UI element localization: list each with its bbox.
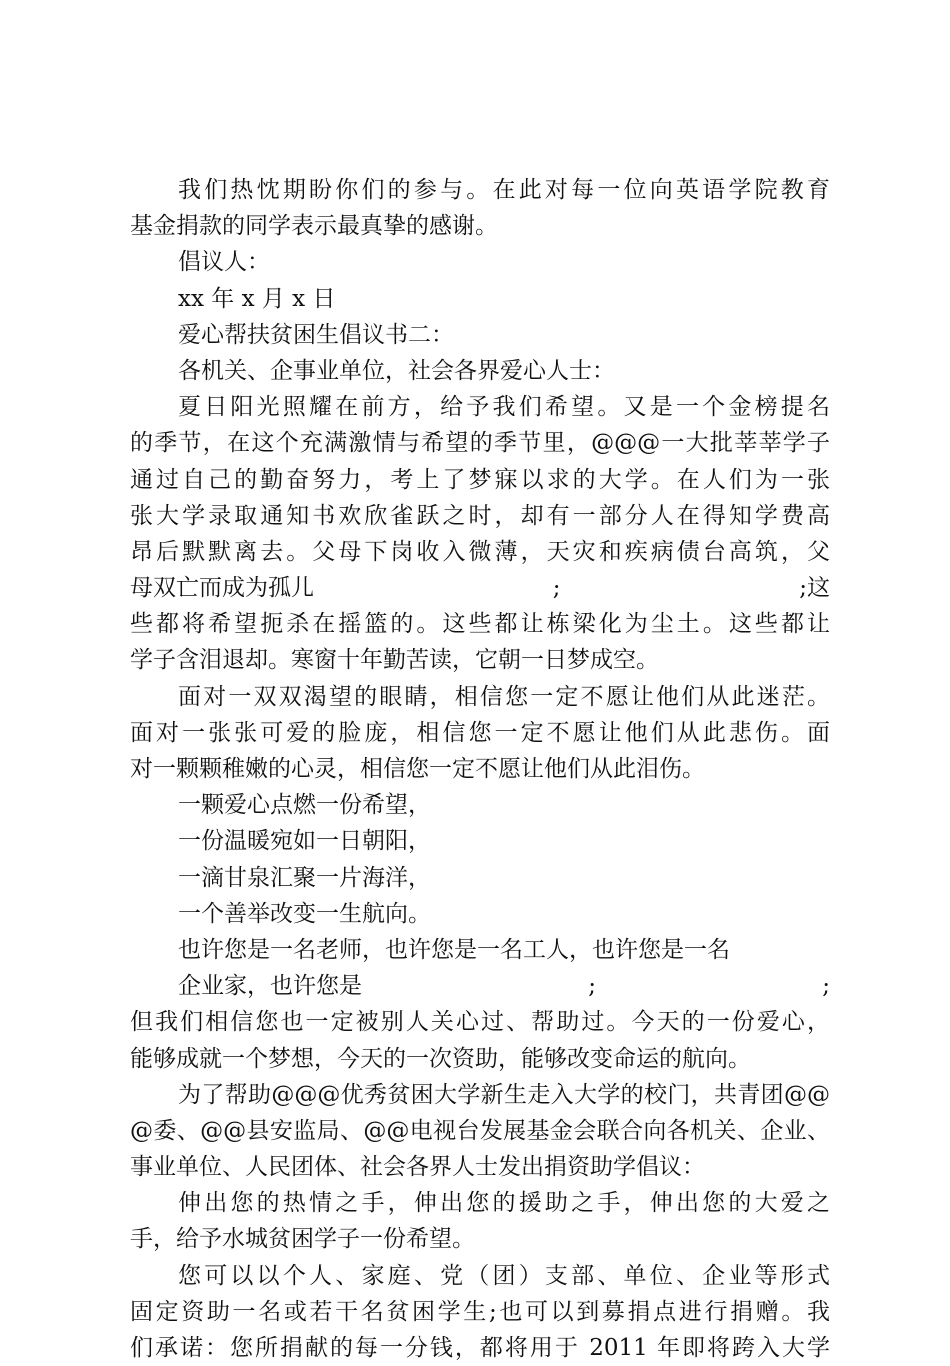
text-line: 伸出您的热情之手，伸出您的援助之手，伸出您的大爱之 — [178, 1190, 830, 1217]
text-segment: ; — [552, 575, 561, 602]
text-line: 基金捐款的同学表示最真挚的感谢。 — [130, 213, 498, 240]
text-line: 面对一张张可爱的脸庞，相信您一定不愿让他们从此悲伤。面 — [130, 719, 830, 746]
text-segment: ; — [588, 973, 596, 1000]
text-line — [130, 968, 830, 1004]
text-line — [130, 570, 830, 606]
text-line: 我们热忱期盼你们的参与。在此对每一位向英语学院教育 — [178, 177, 830, 203]
text-line: 事业单位、人民团体、社会各界人士发出捐资助学倡议： — [130, 1154, 705, 1181]
text-line: 对一颗颗稚嫩的心灵，相信您一定不愿让他们从此泪伤。 — [130, 756, 705, 782]
text-segment: ;这 — [799, 575, 830, 602]
document-body — [130, 172, 830, 1366]
text-line: 一个善举改变一生航向。 — [178, 900, 431, 927]
text-line: 一份温暖宛如一日朝阳， — [178, 828, 431, 855]
text-line: 们承诺：您所捐献的每一分钱，都将用于 2011 年即将跨入大学 — [130, 1335, 830, 1361]
section-title: 爱心帮扶贫困生倡议书二： — [178, 321, 454, 348]
text-line: 能够成就一个梦想，今天的一次资助，能够改变命运的航向。 — [130, 1045, 751, 1072]
text-line: 面对一双双渴望的眼睛，相信您一定不愿让他们从此迷茫。 — [178, 683, 830, 710]
text-line: 您可以以个人、家庭、党（团）支部、单位、企业等形式 — [178, 1262, 830, 1289]
text-segment: ; — [822, 973, 830, 1000]
text-line: 固定资助一名或若干名贫困学生;也可以到募捐点进行捐赠。我 — [130, 1298, 830, 1325]
text-line: 张大学录取通知书欢欣雀跃之时，却有一部分人在得知学费高 — [130, 502, 830, 529]
text-line: 的季节，在这个充满激情与希望的季节里，@@@一大批莘莘学子 — [130, 430, 830, 457]
text-line: @委、@@县安监局、@@电视台发展基金会联合向各机关、企业、 — [130, 1117, 830, 1144]
text-line: 通过自己的勤奋努力，考上了梦寐以求的大学。在人们为一张 — [130, 466, 830, 493]
text-segment: 母双亡而成为孤儿 — [130, 575, 314, 602]
salutation: 各机关、企事业单位，社会各界爱心人士： — [178, 357, 615, 384]
text-line: 些都将希望扼杀在摇篮的。这些都让栋梁化为尘土。这些都让 — [130, 611, 830, 638]
text-line: 学子含泪退却。寒窗十年勤苦读，它朝一日梦成空。 — [130, 647, 659, 674]
date-line: xx 年 x 月 x 日 — [178, 285, 336, 312]
text-line: 也许您是一名老师，也许您是一名工人，也许您是一名 — [178, 936, 730, 963]
text-line: 手，给予水城贫困学子一份希望。 — [130, 1226, 475, 1253]
text-line: 夏日阳光照耀在前方，给予我们希望。又是一个金榜提名 — [178, 394, 830, 421]
text-line: 倡议人： — [178, 249, 270, 276]
text-line: 一滴甘泉汇聚一片海洋， — [178, 864, 431, 891]
text-segment: 企业家，也许您是 — [178, 973, 362, 1000]
text-line: 一颗爱心点燃一份希望， — [178, 792, 431, 819]
text-line: 为了帮助@@@优秀贫困大学新生走入大学的校门，共青团@@ — [178, 1081, 830, 1108]
text-line: 但我们相信您也一定被别人关心过、帮助过。今天的一份爱心， — [130, 1009, 830, 1036]
text-line: 昂后默默离去。父母下岗收入微薄，天灾和疾病债台高筑，父 — [130, 538, 830, 565]
